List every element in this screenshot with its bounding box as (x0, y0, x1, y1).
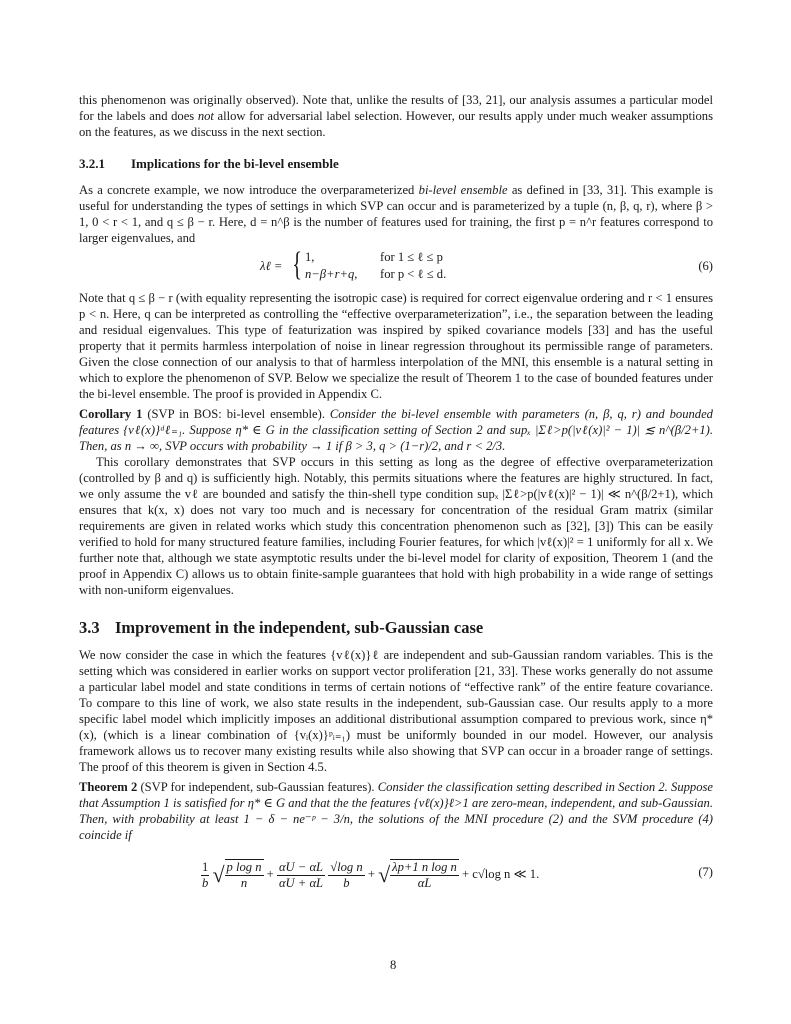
theorem-label: Theorem 2 (79, 780, 138, 794)
equation-6-lhs: λℓ = (260, 259, 283, 273)
corollary-1 (79, 406, 713, 454)
theorem-title: (SVP for independent, sub-Gaussian features). (137, 780, 378, 794)
equation-6-case2-value: n−β+r+q, (305, 267, 358, 281)
sqrt-icon: √ (212, 862, 225, 887)
emphasis-not: not (197, 109, 214, 123)
subsection-number: 3.2.1 (79, 156, 105, 171)
corollary-title: (SVP in BOS: bi-level ensemble). (142, 407, 330, 421)
paragraph-intro: this phenomenon was originally observed). Note that, unlike the results of [33, 21], our analysis assumes a particular model for the labels and does not allow for adversarial label selection. However, our results apply under much weaker assumptions on the features, as we discuss in the next section. (79, 93, 713, 139)
subsection-title: Implications for the bi-level ensemble (131, 156, 339, 171)
equation-6-case1-value: 1, (305, 250, 315, 264)
subsection-heading-3-2-1 (79, 156, 713, 172)
emphasis-bilevel-ensemble: bi-level ensemble (418, 183, 508, 197)
equation-number-6: (6) (698, 259, 713, 273)
section-number: 3.3 (79, 618, 100, 637)
page-number: 8 (390, 958, 397, 972)
equation-6-case2-condition: for p < ℓ ≤ d. (380, 267, 447, 281)
paragraph-note: Note that q ≤ β − r (with equality representing the isotropic case) is required for correct eigenvalue ordering and r < 1 ensures p < n. Here, q can be interpreted as controlling the “effective overparameterization”, i.e., the separation between the leading and residual eigenvalues. This type of featurization was inspired by spiked covariance models [33] and has the useful property that it permits harmless interpolation of noise in linear regression throughout its permissible range of parameters. Given the close connection of our analysis to that of harmless interpolation of the MNI, this ensemble is a natural setting in which to explore the phenomenon of SVP. Below we specialize the result of Theorem 1 to the case of bounded features under the bi-level ensemble. The proof is provided in Appendix C. (79, 291, 713, 401)
section-heading-3-3 (79, 618, 713, 638)
paper-page (79, 92, 713, 897)
paragraph-subgaussian: We now consider the case in which the features {vℓ(x)}ℓ are independent and sub-Gaussian random variables. This is the setting which was considered in earlier works on support vector proliferation [21, 33]. These works generally do not assume a particular label model and state conditions in terms of certain notions of “effective rank” of the entire feature covariance. To compare to this line of work, we also state results in the independent, sub-Gaussian case. Our results apply to a more specific label model which implicitly imposes an additional distributional assumption compared to previous work, since η*(x), (which is a linear combination of {vᵢ(x)}ᵖᵢ₌₁) must be uniformly bounded in our model. However, our analysis framework allows us to recover many existing results while also showing that SVP can occur in a broader range of settings. The proof of this theorem is given in Section 4.5. (79, 648, 713, 774)
theorem-2 (79, 779, 713, 843)
paragraph-bilevel: As a concrete example, we now introduce the overparameterized bi-level ensemble as defined in [33, 31]. This example is useful for understanding the types of settings in which SVP can occur and is parameterized by a tuple (n, β, q, r), where β > 1, 0 < r < 1, and q ≤ β − r. Here, d = n^β is the number of features used for training, the first p = n^r features correspond to larger eigenvalues, and (79, 183, 713, 245)
equation-7 (79, 851, 713, 897)
left-brace-icon: { (292, 246, 303, 283)
equation-number-7: (7) (698, 865, 713, 879)
equation-6-case1-condition: for 1 ≤ ℓ ≤ p (380, 250, 443, 264)
corollary-body: Consider the bi-level ensemble with parameters (n, β, q, r) and bounded features {vℓ(x)}ᵈℓ₌₁. Suppose η* ∈ G in the classification setting of Section 2 and supₓ |Σℓ>p(|vℓ(x)|² − 1)| ≲ n^(β/2+1). Then, as n → ∞, SVP occurs with probability → 1 if β > 3, q > (1−r)/2, and r < 2/3. (79, 407, 713, 453)
equation-6 (79, 246, 713, 284)
paragraph-corollary-discussion: This corollary demonstrates that SVP occurs in this setting as long as the degree of effective overparameterization (controlled by β and q) is sufficiently high. Notably, this permits situations where the features are highly structured. In fact, we only assume the vℓ are bounded and satisfy the thin-shell type condition supₓ |Σℓ>p(|vℓ(x)|² − 1)| ≪ n^(β/2+1), which ensures that k(x, x) does not vary too much and is necessary for concentration of the residual Gram matrix (similar requirements are given in related works which study this concentration phenomenon such as [32], [3]) This can be easily verified to hold for many structured feature families, including Fourier features, for which |vℓ(x)|² = 1 uniformly for all x. We further note that, although we state asymptotic results under the bi-level model for clarity of exposition, Theorem 1 (and the proof in Appendix C) allows us to obtain finite-sample guarantees that hold with high probability in a wide range of settings with non-uniform eigenvalues. (79, 455, 713, 597)
sqrt-icon: √ (378, 862, 391, 887)
theorem-body: Consider the classification setting described in Section 2. Suppose that Assumption 1 is satisfied for η* ∈ G and that the the features {vℓ(x)}ℓ>1 are zero-mean, independent, and sub-Gaussian. Then, with probability at least 1 − δ − ne⁻ᵖ − 3/n, the solutions of the MNI procedure (2) and the SVM procedure (4) coincide if (79, 780, 714, 842)
corollary-label: Corollary 1 (79, 407, 143, 421)
equation-7-formula: $\frac{1}{b}$ √ $\frac{\text{p log n}}{n}$ + $\frac{\alpha U - \alpha L}{\alpha U + \alpha L}$ $\frac{\text{√log n}}{b}$ + √ $\frac{\text{λp+1 n log n}}{\alpha L}$ + c√log n ≪ 1. (202, 859, 540, 890)
section-title: Improvement in the independent, sub-Gaussian case (115, 618, 484, 637)
